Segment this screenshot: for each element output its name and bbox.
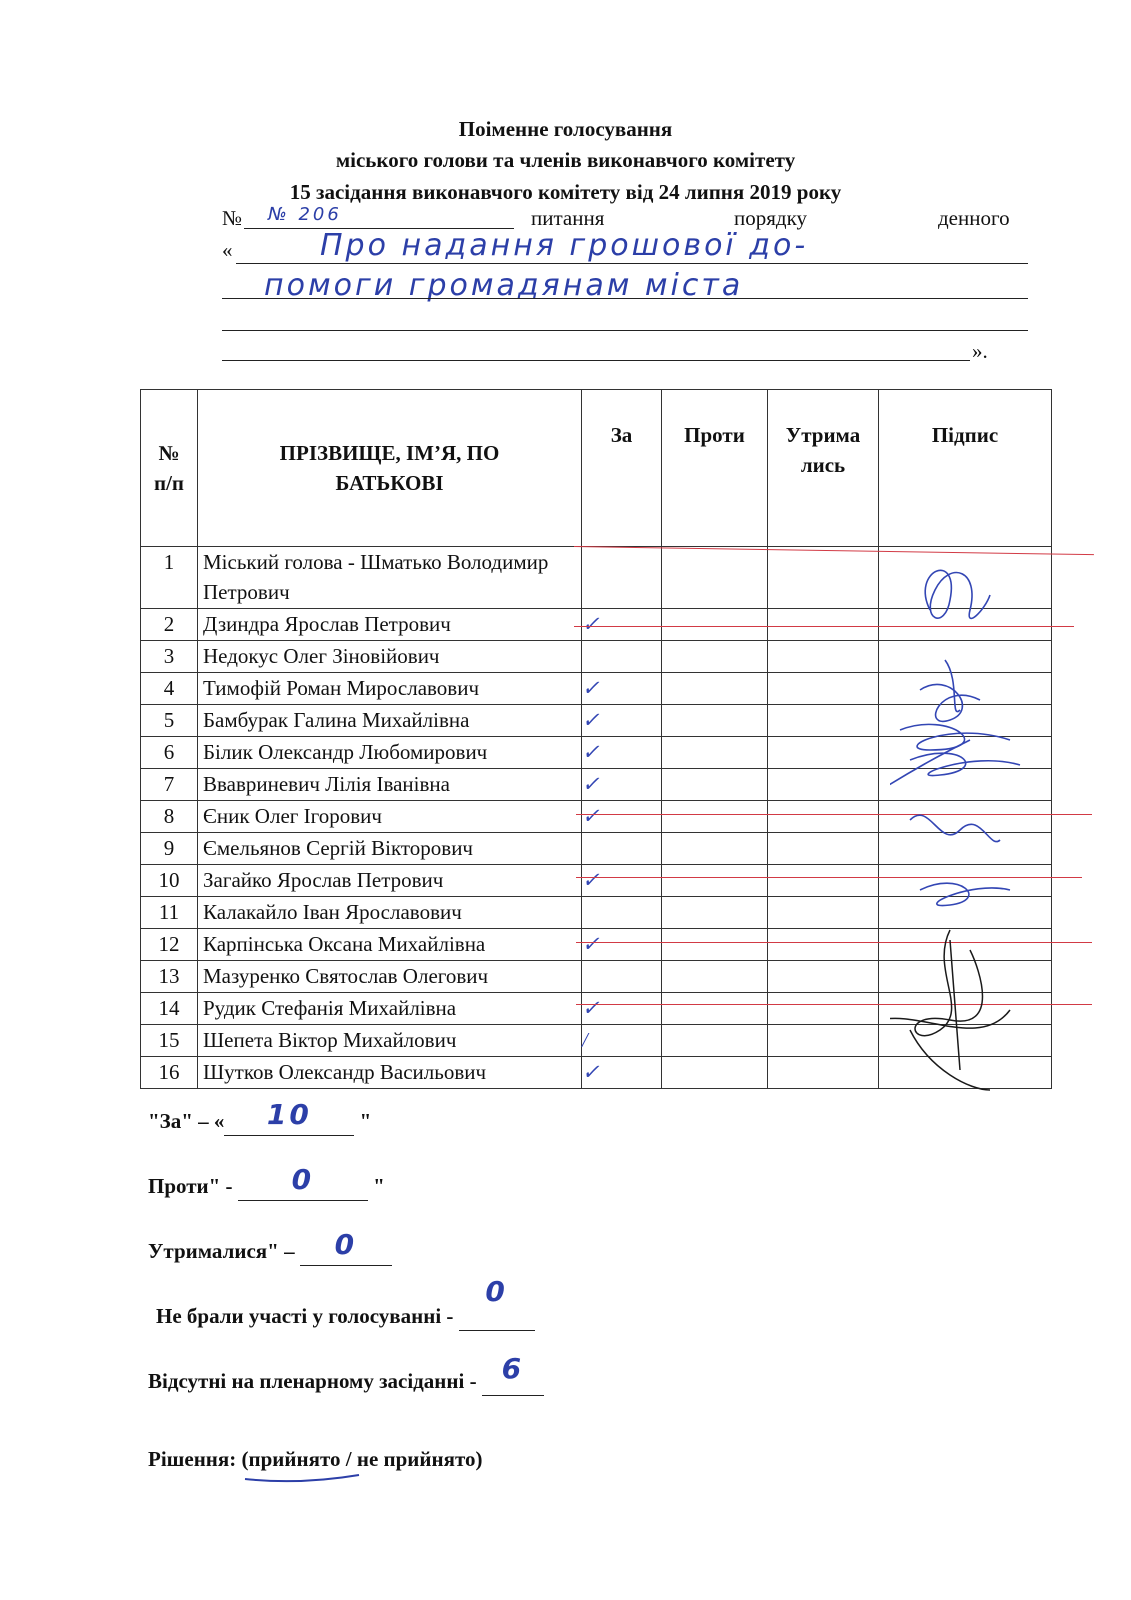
total-for-tail: " [359, 1109, 372, 1133]
member-name: Ввавриневич Лілія Іванівна [198, 769, 582, 801]
decision-row [148, 1447, 483, 1472]
row-number: 12 [141, 929, 198, 961]
total-for-label: "За" – « [148, 1109, 225, 1133]
header-signature: Підпис [879, 390, 1052, 547]
member-name: Ємельянов Сергій Вікторович [198, 833, 582, 865]
agenda-line-3 [222, 330, 1028, 331]
vote-for-mark [582, 547, 662, 609]
member-name: Шепета Віктор Михайлович [198, 1025, 582, 1057]
vote-against-cell [662, 705, 768, 737]
total-not-voting-field [459, 1275, 535, 1331]
header-num: № п/п [141, 390, 198, 547]
signatures-scribble [890, 550, 1030, 1110]
member-name: Карпінська Оксана Михайлівна [198, 929, 582, 961]
total-against-tail: " [373, 1174, 385, 1198]
total-absent-row [148, 1352, 544, 1396]
row-number: 8 [141, 801, 198, 833]
vote-for-mark: ✓ [582, 737, 662, 769]
member-name: Тимофій Роман Мирославович [198, 673, 582, 705]
vote-abstain-cell [768, 961, 879, 993]
member-name: Міський голова - Шматько Володимир Петрович [198, 547, 582, 609]
vote-against-cell [662, 801, 768, 833]
header-against: Проти [662, 390, 768, 547]
vote-against-cell [662, 737, 768, 769]
total-not-voting-label: Не брали участі у голосуванні - [156, 1304, 454, 1328]
vote-against-cell [662, 641, 768, 673]
vote-for-mark: ✓ [582, 929, 662, 961]
vote-for-mark: / [582, 1025, 662, 1057]
agenda-word-dennoho: денного [938, 206, 1010, 230]
vote-abstain-cell [768, 705, 879, 737]
agenda-handwritten-line-2: помоги громадянам міста [264, 268, 744, 303]
total-against-row [148, 1163, 385, 1201]
row-number: 2 [141, 609, 198, 641]
decision-accepted-underline [243, 1471, 363, 1485]
vote-for-mark: ✓ [582, 609, 662, 641]
agenda-number-handwritten: № 206 [268, 204, 342, 225]
vote-abstain-cell [768, 673, 879, 705]
row-number: 16 [141, 1057, 198, 1089]
vote-abstain-cell [768, 865, 879, 897]
agenda-line-2 [222, 298, 1028, 299]
agenda-word-pytannia: питання [531, 206, 605, 230]
total-abstain-label: Утрималися" – [148, 1239, 295, 1263]
vote-against-cell [662, 833, 768, 865]
row-number: 10 [141, 865, 198, 897]
vote-for-mark [582, 897, 662, 929]
agenda-line-4 [222, 360, 970, 361]
vote-abstain-cell [768, 833, 879, 865]
total-for-row [148, 1098, 372, 1136]
total-absent-field [482, 1352, 544, 1396]
member-name: Мазуренко Святослав Олегович [198, 961, 582, 993]
vote-abstain-cell [768, 897, 879, 929]
vote-abstain-cell [768, 737, 879, 769]
agenda-close-quote: ». [972, 339, 988, 363]
member-name: Рудик Стефанія Михайлівна [198, 993, 582, 1025]
vote-abstain-cell [768, 769, 879, 801]
vote-abstain-cell [768, 1057, 879, 1089]
row-number: 3 [141, 641, 198, 673]
decision-not-accepted: не прийнято [356, 1447, 476, 1471]
row-number: 9 [141, 833, 198, 865]
vote-against-cell [662, 1057, 768, 1089]
header-name: ПРІЗВИЩЕ, ІМ’Я, ПО БАТЬКОВІ [198, 390, 582, 547]
vote-for-mark [582, 961, 662, 993]
vote-abstain-cell [768, 801, 879, 833]
vote-against-cell [662, 609, 768, 641]
decision-accepted [249, 1447, 341, 1471]
member-name: Загайко Ярослав Петрович [198, 865, 582, 897]
header-for: За [582, 390, 662, 547]
agenda-number-sign: № [222, 206, 243, 230]
table-header-row [141, 390, 1052, 547]
vote-against-cell [662, 929, 768, 961]
total-against-label: Проти" - [148, 1174, 233, 1198]
member-name: Бамбурак Галина Михайлівна [198, 705, 582, 737]
total-against-field [238, 1163, 368, 1201]
member-name: Єник Олег Ігорович [198, 801, 582, 833]
row-number: 6 [141, 737, 198, 769]
decision-label: Рішення: [148, 1447, 237, 1471]
vote-against-cell [662, 769, 768, 801]
vote-abstain-cell [768, 609, 879, 641]
member-name: Білик Олександр Любомирович [198, 737, 582, 769]
vote-against-cell [662, 961, 768, 993]
total-abstain-field [300, 1228, 392, 1266]
vote-abstain-cell [768, 641, 879, 673]
doc-title: Поіменне голосування [458, 117, 673, 141]
vote-for-mark [582, 833, 662, 865]
vote-for-mark: ✓ [582, 993, 662, 1025]
total-for-field [224, 1098, 354, 1136]
agenda-line-1 [236, 263, 1028, 264]
doc-meeting-line: 15 засідання виконавчого комітету від 24 липня 2019 року [289, 180, 842, 204]
row-number: 11 [141, 897, 198, 929]
decision-accepted-text: прийнято [248, 1447, 341, 1471]
member-name: Шутков Олександр Васильович [198, 1057, 582, 1089]
vote-against-cell [662, 547, 768, 609]
total-for-value: 10 [266, 1098, 312, 1131]
total-abstain-row [148, 1228, 392, 1266]
vote-for-mark [582, 641, 662, 673]
agenda-handwritten-line-1: Про надання грошової до- [320, 228, 809, 263]
vote-for-mark: ✓ [582, 1057, 662, 1089]
vote-against-cell [662, 673, 768, 705]
row-number: 7 [141, 769, 198, 801]
agenda-open-quote: « [222, 238, 233, 262]
decision-close: ) [475, 1447, 483, 1471]
vote-against-cell [662, 1025, 768, 1057]
row-number: 13 [141, 961, 198, 993]
total-absent-value: 6 [501, 1352, 525, 1385]
vote-abstain-cell [768, 993, 879, 1025]
decision-sep: / [340, 1447, 357, 1471]
doc-subtitle: міського голови та членів виконавчого комітету [335, 148, 796, 172]
vote-for-mark: ✓ [582, 673, 662, 705]
row-number: 5 [141, 705, 198, 737]
total-not-voting-value: 0 [485, 1275, 508, 1308]
decision-open: ( [241, 1447, 249, 1471]
row-number: 1 [141, 547, 198, 609]
total-not-voting-row [156, 1275, 535, 1331]
total-against-value: 0 [291, 1163, 315, 1196]
vote-against-cell [662, 865, 768, 897]
vote-for-mark: ✓ [582, 769, 662, 801]
member-name: Калакайло Іван Ярославович [198, 897, 582, 929]
vote-abstain-cell [768, 1025, 879, 1057]
total-abstain-value: 0 [334, 1228, 358, 1261]
vote-abstain-cell [768, 547, 879, 609]
agenda-word-poriadku: порядку [734, 206, 807, 230]
vote-for-mark: ✓ [582, 865, 662, 897]
vote-for-mark: ✓ [582, 801, 662, 833]
vote-against-cell [662, 897, 768, 929]
member-name: Дзиндра Ярослав Петрович [198, 609, 582, 641]
vote-against-cell [662, 993, 768, 1025]
row-number: 4 [141, 673, 198, 705]
header-abstain: Утрима лись [768, 390, 879, 547]
vote-abstain-cell [768, 929, 879, 961]
row-number: 15 [141, 1025, 198, 1057]
member-name: Недокус Олег Зіновійович [198, 641, 582, 673]
total-absent-label: Відсутні на пленарному засіданні - [148, 1369, 477, 1393]
vote-for-mark: ✓ [582, 705, 662, 737]
row-number: 14 [141, 993, 198, 1025]
